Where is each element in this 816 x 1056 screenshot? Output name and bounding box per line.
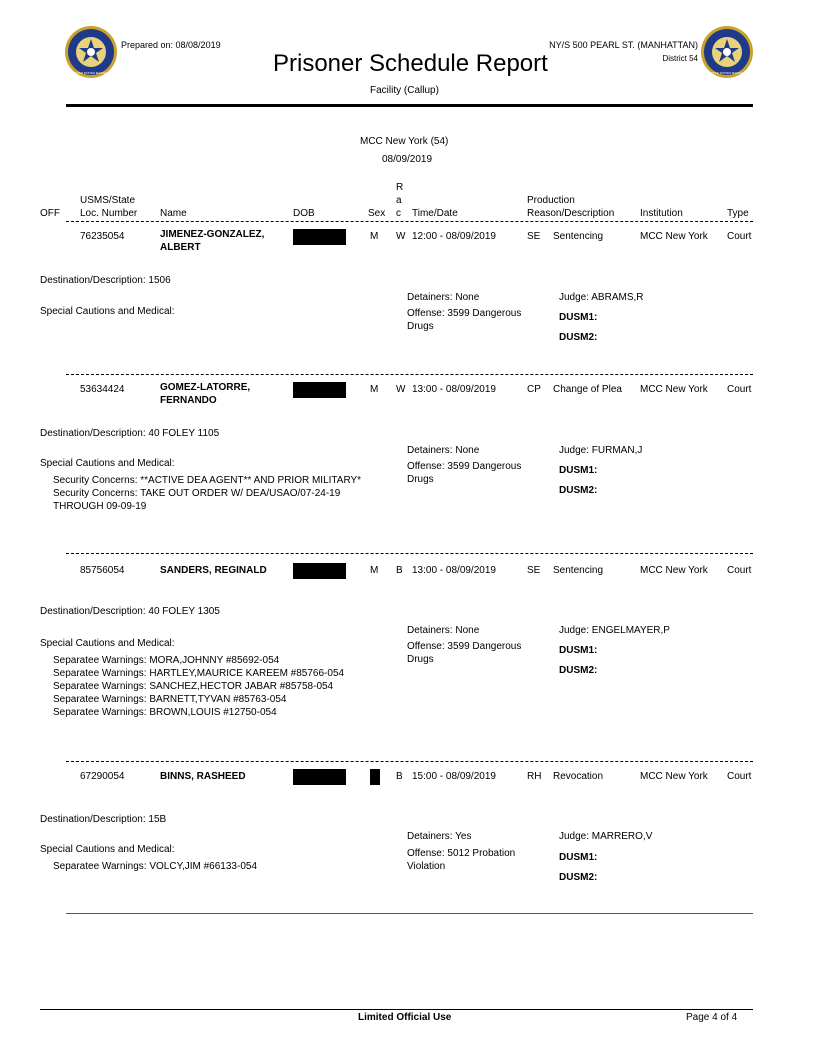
dusm1: DUSM1: (559, 645, 598, 656)
report-subtitle: Facility (Callup) (370, 85, 439, 96)
type: Court (727, 231, 752, 242)
prisoner-name-line2: ALBERT (160, 242, 201, 253)
footer-rule (40, 1009, 753, 1010)
offense: Offense: 3599 Dangerous (407, 308, 522, 319)
section-end-rule (66, 913, 753, 914)
note-line: Separatee Warnings: BARNETT,TYVAN #85763-054 (53, 694, 287, 705)
office-address: NY/S 500 PEARL ST. (MANHATTAN) (549, 40, 698, 50)
race: W (396, 384, 406, 395)
col-off: OFF (40, 208, 60, 219)
offense: Offense: 3599 Dangerous (407, 641, 522, 652)
redacted-sex (370, 769, 380, 785)
reason-desc: Change of Plea (553, 384, 622, 395)
loc-number: 76235054 (80, 231, 125, 242)
sex: M (370, 565, 379, 576)
col-race-c: c (396, 208, 401, 219)
note-line: Separatee Warnings: HARTLEY,MAURICE KAREEM #85766-054 (53, 668, 345, 679)
prisoner-name: SANDERS, REGINALD (160, 565, 267, 576)
detainers: Detainers: None (407, 625, 480, 636)
prisoner-name: GOMEZ-LATORRE, (160, 382, 251, 393)
detainers: Detainers: Yes (407, 831, 472, 842)
special-cautions-label: Special Cautions and Medical: (40, 844, 175, 855)
destination: Destination/Description: 40 FOLEY 1305 (40, 606, 220, 617)
facility-name: MCC New York (54) (360, 136, 449, 147)
judge: Judge: ENGELMAYER,P (559, 625, 670, 636)
loc-number: 85756054 (80, 565, 125, 576)
prepared-on: Prepared on: 08/08/2019 (121, 40, 221, 50)
note-line: THROUGH 09-09-19 (53, 501, 147, 512)
prisoner-name-line2: FERNANDO (160, 395, 217, 406)
col-type: Type (727, 208, 749, 219)
offense-line2: Drugs (407, 474, 434, 485)
prisoner-name: JIMENEZ-GONZALEZ, (160, 229, 265, 240)
note-line: Security Concerns: **ACTIVE DEA AGENT** AND PRIOR MILITARY* (53, 475, 362, 486)
col-time-date: Time/Date (412, 208, 458, 219)
reason-desc: Revocation (553, 771, 604, 782)
type: Court (727, 565, 752, 576)
redacted-dob (293, 382, 346, 398)
col-dob: DOB (293, 208, 315, 219)
dusm1: DUSM1: (559, 852, 598, 863)
prisoner-name: BINNS, RASHEED (160, 771, 246, 782)
detainers: Detainers: None (407, 292, 480, 303)
record-separator (66, 553, 753, 554)
col-loc-number: Loc. Number (80, 208, 138, 219)
note-line: Separatee Warnings: MORA,JOHNNY #85692-054 (53, 655, 280, 666)
special-cautions-label: Special Cautions and Medical: (40, 638, 175, 649)
offense: Offense: 5012 Probation (407, 848, 516, 859)
destination: Destination/Description: 40 FOLEY 1105 (40, 428, 220, 439)
facility-date: 08/09/2019 (382, 154, 433, 165)
offense-line2: Drugs (407, 654, 434, 665)
special-cautions-label: Special Cautions and Medical: (40, 458, 175, 469)
note-line: Security Concerns: TAKE OUT ORDER W/ DEA/USAO/07-24-19 (53, 488, 341, 499)
offense: Offense: 3599 Dangerous (407, 461, 522, 472)
redacted-dob (293, 769, 346, 785)
offense-line2: Violation (407, 861, 446, 872)
time-date: 13:00 - 08/09/2019 (412, 384, 496, 395)
type: Court (727, 384, 752, 395)
loc-number: 53634424 (80, 384, 125, 395)
reason-code: CP (527, 384, 541, 395)
institution: MCC New York (640, 565, 708, 576)
sex: M (370, 231, 379, 242)
note-line: Separatee Warnings: VOLCY,JIM #66133-054 (53, 861, 258, 872)
special-cautions-label: Special Cautions and Medical: (40, 306, 175, 317)
dusm2: DUSM2: (559, 872, 598, 883)
col-name: Name (160, 208, 187, 219)
header-dashed-rule (66, 221, 753, 222)
usms-seal-right-icon (700, 25, 754, 79)
usms-seal-left-icon (64, 25, 118, 79)
institution: MCC New York (640, 771, 708, 782)
note-line: Separatee Warnings: SANCHEZ,HECTOR JABAR #85758-054 (53, 681, 334, 692)
dusm1: DUSM1: (559, 312, 598, 323)
detainers: Detainers: None (407, 445, 480, 456)
seal-right-text: UNITED STATES MARSHAL (707, 71, 747, 75)
reason-code: SE (527, 565, 541, 576)
judge: Judge: ABRAMS,R (559, 292, 644, 303)
time-date: 15:00 - 08/09/2019 (412, 771, 496, 782)
note-line: Separatee Warnings: BROWN,LOUIS #12750-054 (53, 707, 277, 718)
race: B (396, 771, 403, 782)
judge: Judge: FURMAN,J (559, 445, 643, 456)
col-institution: Institution (640, 208, 683, 219)
institution: MCC New York (640, 231, 708, 242)
dusm2: DUSM2: (559, 485, 598, 496)
time-date: 12:00 - 08/09/2019 (412, 231, 496, 242)
judge: Judge: MARRERO,V (559, 831, 653, 842)
redacted-dob (293, 229, 346, 245)
col-reason: Reason/Description (527, 208, 615, 219)
redacted-dob (293, 563, 346, 579)
offense-line2: Drugs (407, 321, 434, 332)
sex: M (370, 384, 379, 395)
reason-desc: Sentencing (553, 231, 604, 242)
reason-desc: Sentencing (553, 565, 604, 576)
dusm1: DUSM1: (559, 465, 598, 476)
dusm2: DUSM2: (559, 665, 598, 676)
time-date: 13:00 - 08/09/2019 (412, 565, 496, 576)
classification-label: Limited Official Use (358, 1012, 452, 1023)
destination: Destination/Description: 1506 (40, 275, 171, 286)
institution: MCC New York (640, 384, 708, 395)
reason-code: SE (527, 231, 541, 242)
seal-left-text: UNITED STATES MARSHAL (71, 71, 111, 75)
record-separator (66, 761, 753, 762)
reason-code: RH (527, 771, 542, 782)
col-sex: Sex (368, 208, 386, 219)
record-separator (66, 374, 753, 375)
race: B (396, 565, 403, 576)
col-race-r: R (396, 182, 404, 193)
report-title: Prisoner Schedule Report (273, 50, 548, 77)
type: Court (727, 771, 752, 782)
loc-number: 67290054 (80, 771, 125, 782)
col-usms: USMS/State (80, 195, 136, 206)
dusm2: DUSM2: (559, 332, 598, 343)
col-race-a: a (396, 195, 402, 206)
race: W (396, 231, 406, 242)
header-rule (66, 104, 753, 107)
district-label: District 54 (662, 54, 698, 63)
page-number: Page 4 of 4 (686, 1012, 738, 1023)
col-production: Production (527, 195, 575, 206)
destination: Destination/Description: 15B (40, 814, 167, 825)
